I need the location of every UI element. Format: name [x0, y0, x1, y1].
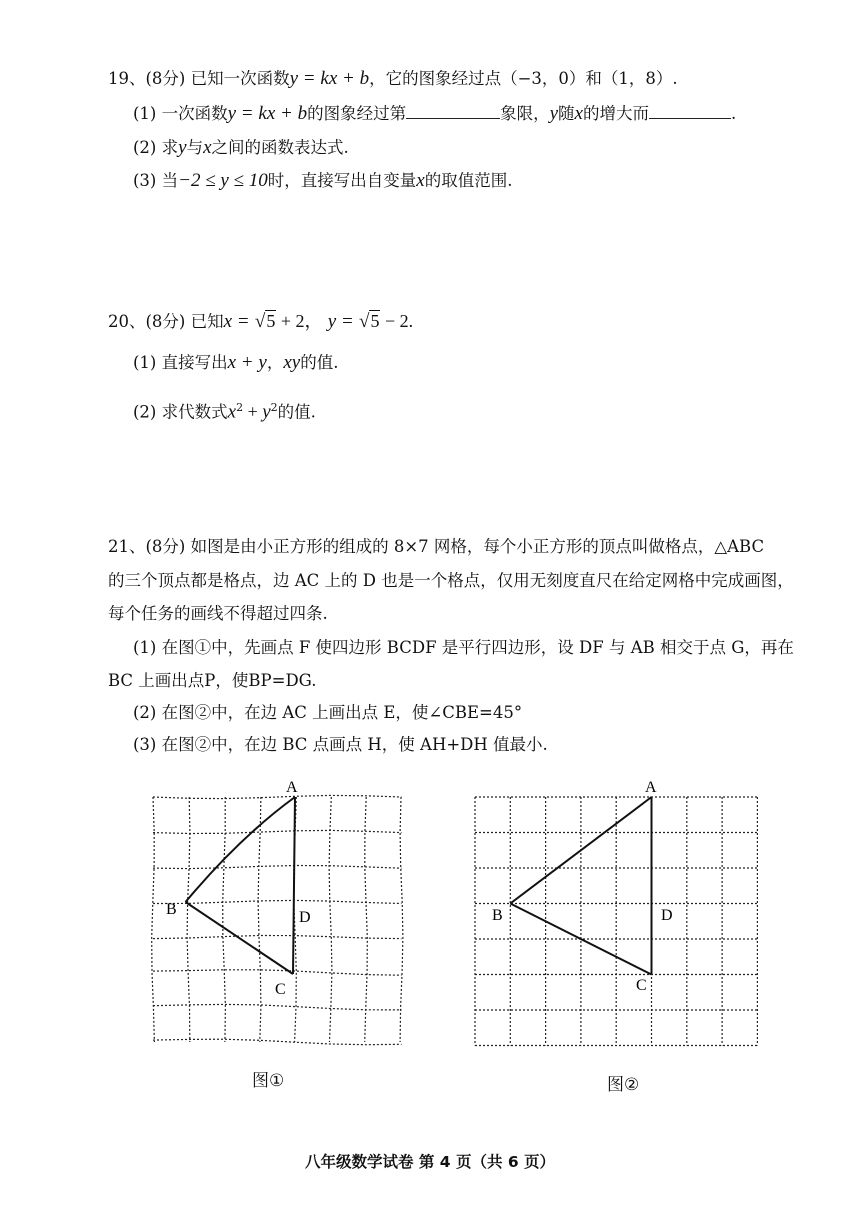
grid-line-horizontal — [153, 900, 402, 903]
fig1-label-C: C — [275, 981, 286, 998]
sqrt-icon: √ — [254, 311, 266, 332]
grid-line-vertical — [365, 797, 368, 1042]
q19-part3 — [133, 170, 512, 192]
q19-number: 19、(8分) — [108, 69, 186, 88]
q20-radicand-x: 5 — [266, 311, 276, 331]
q19-p1-e: 的增大而 — [582, 104, 649, 123]
q20-part2 — [133, 397, 316, 424]
figure-1-grid[interactable] — [152, 795, 403, 1044]
q19-p2-a: (2) 求 — [133, 138, 179, 157]
q20-p2-x: x — [227, 401, 237, 423]
grid-line-vertical — [400, 797, 403, 1042]
q20-x-tail: + 2， — [276, 311, 323, 331]
q19-p1-func: y = kx + b — [227, 103, 308, 124]
fig2-label-C: C — [636, 977, 647, 994]
q19-part1 — [133, 103, 736, 125]
q20-p1-prod: xy — [283, 352, 301, 373]
q20-p1-b: ， — [266, 353, 284, 372]
q21-line3: 每个任务的画线不得超过四条. — [108, 604, 328, 623]
grid-line-vertical — [187, 797, 190, 1042]
grid-line-horizontal — [153, 936, 402, 939]
q19-heading — [108, 68, 678, 90]
q19-p1-a: (1) 一次函数 — [133, 104, 228, 123]
q21-part1-line2: BC 上画出点P，使BP=DG. — [108, 671, 317, 690]
q20-p2-y: y — [262, 401, 271, 423]
fig1-side-AC — [293, 797, 295, 974]
q19-p3-c: 的取值范围. — [424, 171, 513, 190]
q20-p1-sum: x + y — [227, 352, 267, 373]
figure-1-caption: 图① — [252, 1071, 285, 1091]
q19-p2-c: 之间的函数表达式. — [211, 138, 349, 157]
q20-part1 — [133, 352, 338, 374]
q20-p2-exp-x: 2 — [236, 401, 244, 414]
fig2-label-A: A — [645, 779, 657, 796]
q20-p2-plus: + — [243, 401, 263, 422]
grid-line-vertical — [329, 797, 332, 1042]
q19-text-b: ，它的图象经过点（−3，0）和（1，8）. — [369, 69, 678, 88]
q20-p2-exp-y: 2 — [270, 401, 278, 414]
q21-part2: (2) 在图②中，在边 AC 上画出点 E，使∠CBE=45° — [133, 703, 523, 722]
q21-line2: 的三个顶点都是格点，边 AC 上的 D 也是一个格点，仅用无刻度直尺在给定网格中完成画图， — [108, 571, 794, 590]
fig2-side-AB — [510, 797, 651, 904]
q19-p1-c: 象限， — [500, 104, 550, 123]
q20-y-eq: y = — [327, 311, 354, 332]
figure-2-caption: 图② — [607, 1075, 640, 1095]
q19-p2-b: 与 — [186, 138, 204, 157]
q20-y-tail: − 2. — [380, 311, 414, 331]
q19-function: y = kx + b — [289, 68, 370, 89]
q20-x-eq: x = — [223, 311, 250, 332]
q19-p1-x: x — [574, 103, 583, 124]
figures-area — [0, 770, 860, 1090]
fig1-label-B: B — [166, 901, 177, 918]
q19-p1-end: . — [730, 104, 737, 123]
q20-p1-c: 的值. — [300, 353, 339, 372]
q20-radicand-y: 5 — [370, 311, 380, 331]
q19-part2 — [133, 137, 349, 159]
q20-p2-a: (2) 求代数式 — [133, 402, 228, 422]
q21-part1-line1: (1) 在图①中，先画点 F 使四边形 BCDF 是平行四边形，设 DF 与 AB 相交于点 G，再在 — [133, 638, 794, 657]
fig1-side-AB — [186, 797, 296, 902]
sqrt-icon: √ — [359, 311, 370, 332]
q19-text-a: 已知一次函数 — [190, 69, 290, 88]
q20-p2-c: 的值. — [277, 402, 316, 422]
q19-p3-a: (3) 当 — [133, 171, 179, 190]
q19-p1-y: y — [549, 103, 559, 124]
answer-blank-quadrant[interactable] — [406, 104, 500, 119]
q20-heading — [108, 310, 413, 333]
fig1-label-A: A — [286, 779, 298, 796]
q19-p2-y: y — [178, 137, 187, 158]
q20-number: 20、(8分) — [108, 312, 186, 331]
grid-line-horizontal — [153, 795, 402, 798]
figure-2-grid[interactable] — [475, 797, 757, 1046]
q19-p3-ineq: −2 ≤ y ≤ 10 — [178, 170, 268, 191]
q21-line1: 21、(8分) 如图是由小正方形的组成的 8×7 网格，每个小正方形的顶点叫做格点，△ABC — [108, 537, 765, 556]
grid-line-horizontal — [153, 1004, 402, 1010]
grid-line-vertical — [223, 797, 226, 1042]
q21-part3: (3) 在图②中，在边 BC 点画点 H，使 AH+DH 值最小. — [133, 735, 548, 754]
q19-p1-d: 随 — [558, 104, 575, 123]
q20-p1-a: (1) 直接写出 — [133, 353, 228, 372]
fig1-label-D: D — [299, 909, 311, 926]
answer-blank-trend[interactable] — [649, 104, 731, 119]
page-footer: 八年级数学试卷 第 4 页（共 6 页） — [304, 1153, 556, 1171]
q19-p1-b: 的图象经过第 — [307, 104, 407, 123]
fig2-label-B: B — [492, 907, 503, 924]
q19-p3-b: 时，直接写出自变量 — [267, 171, 417, 190]
q19-p2-x: x — [203, 137, 212, 158]
q20-text-a: 已知 — [190, 312, 224, 331]
fig2-label-D: D — [661, 907, 673, 924]
grid-line-horizontal — [153, 970, 402, 975]
q19-p3-x: x — [416, 170, 425, 191]
